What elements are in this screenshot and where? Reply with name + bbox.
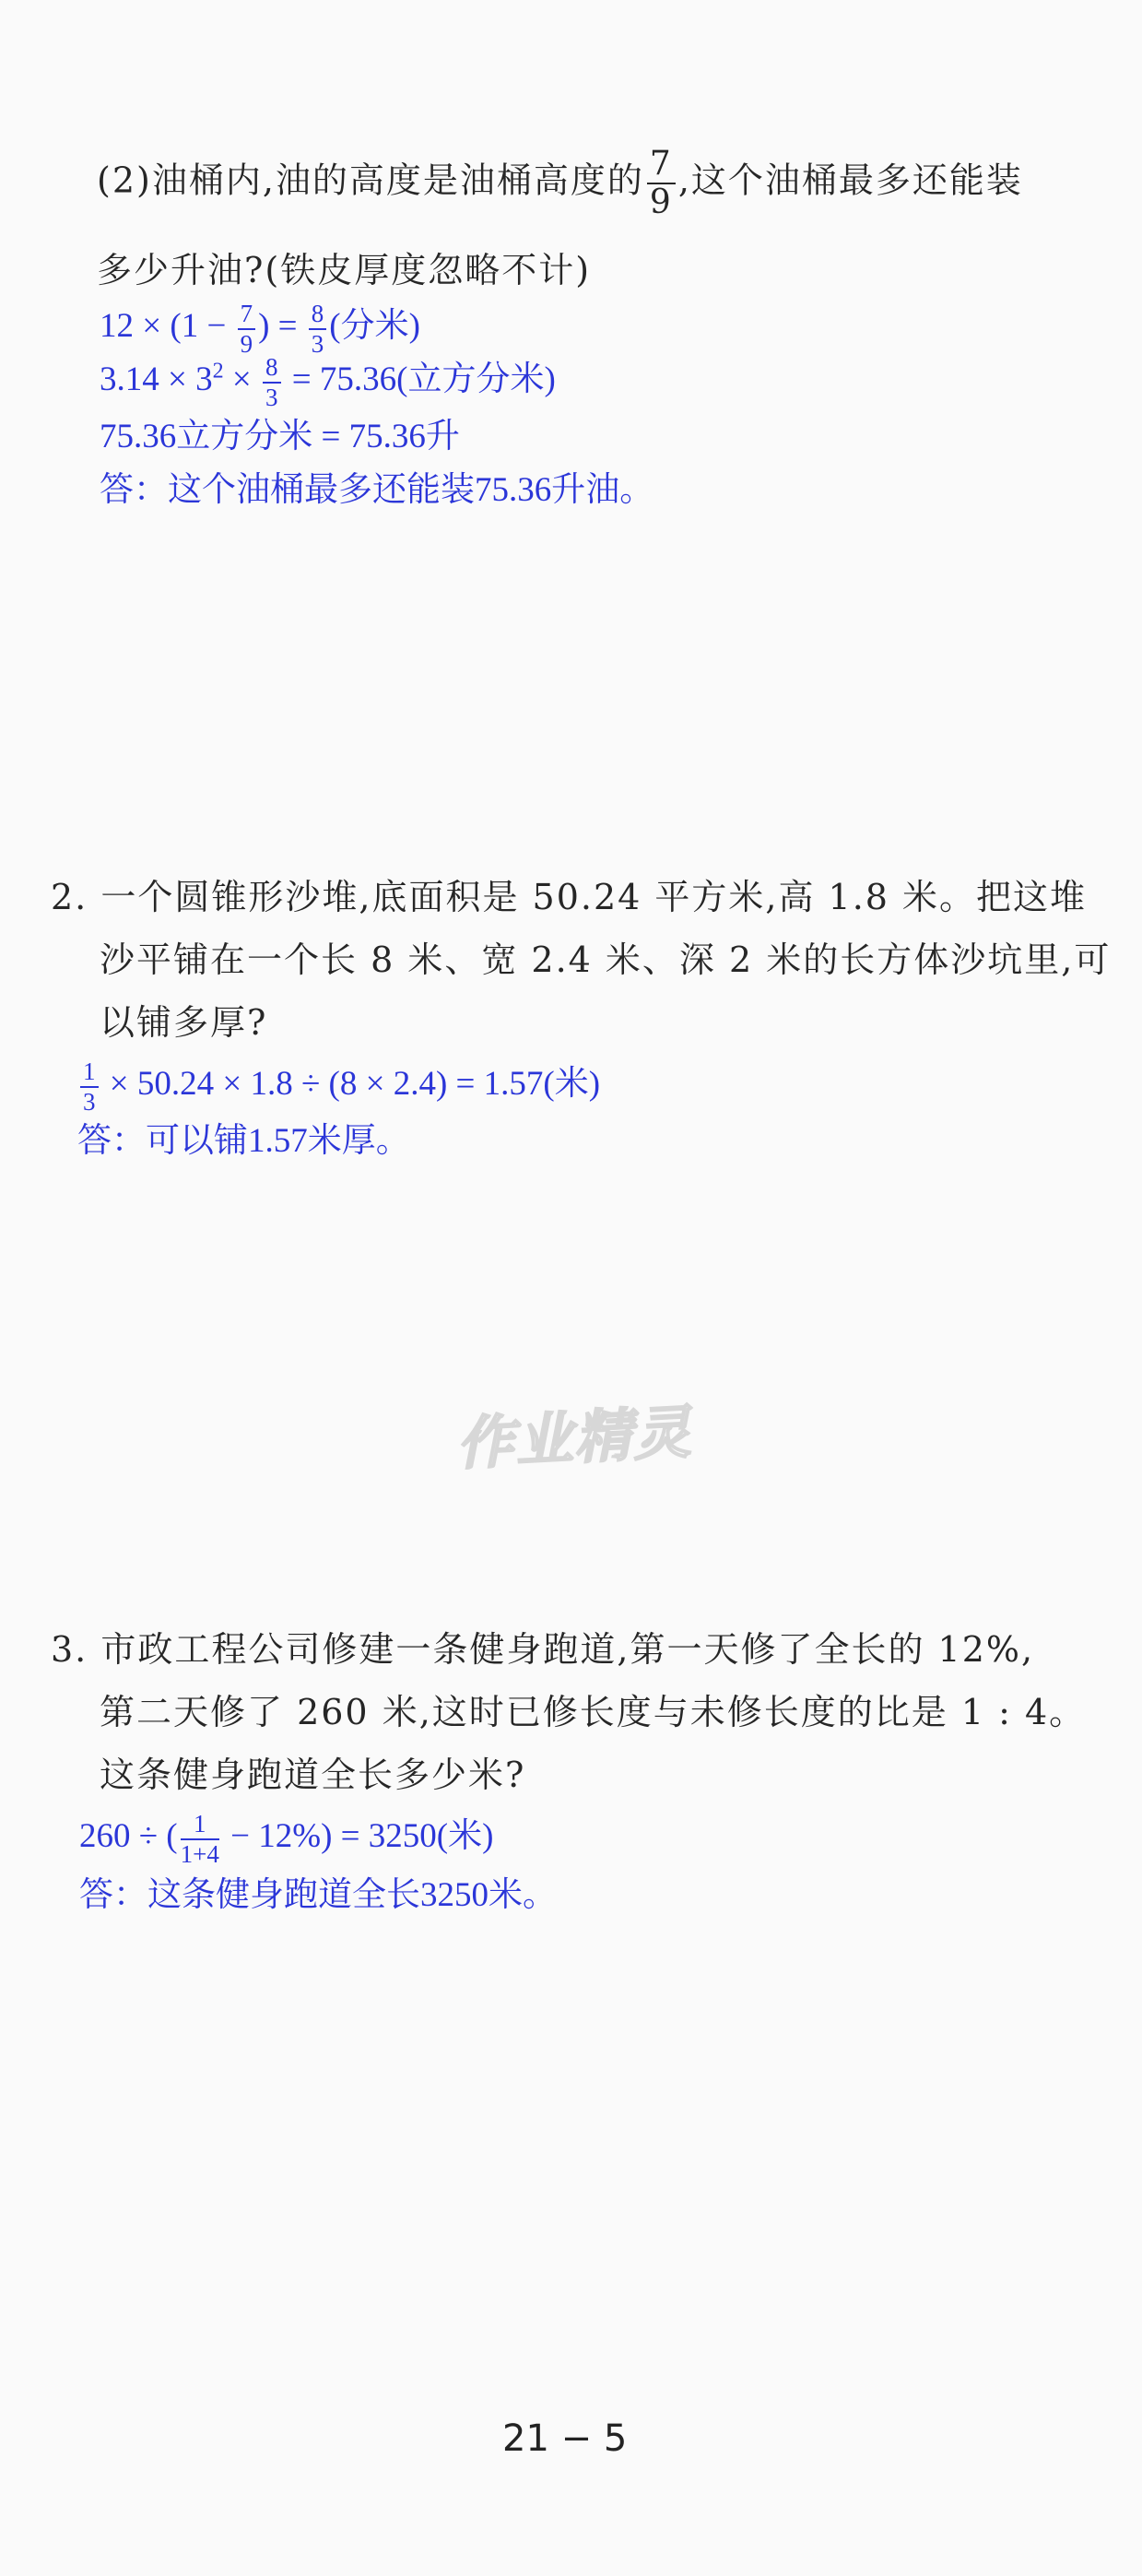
answer-text: 3.14 × 3 <box>100 360 213 398</box>
question-text: 市政工程公司修建一条健身跑道,第一天修了全长的 12%, <box>100 1629 1035 1670</box>
answer-text: 12 × (1 − <box>100 307 235 345</box>
answer-line <box>77 1055 600 1115</box>
problem-2-1-line-2: 多少升油?(铁皮厚度忽略不计) <box>97 250 592 290</box>
answer-statement: 答：这条健身跑道全长3250米。 <box>79 1876 557 1914</box>
fraction-denominator: 1+4 <box>180 1839 219 1868</box>
answer-line: 75.36立方分米 = 75.36升 <box>100 418 460 455</box>
fraction <box>238 301 256 357</box>
problem-3-line-2: 第二天修了 260 米,这时已修长度与未修长度的比是 1 : 4。 <box>100 1692 1087 1732</box>
fraction-denominator: 9 <box>649 183 673 221</box>
question-text: ,这个油桶最多还能装 <box>677 160 1023 201</box>
answer-text: − 12%) = 3250(米) <box>221 1817 494 1855</box>
fraction-numerator: 8 <box>309 301 327 330</box>
problem-3-line-1 <box>51 1621 1034 1672</box>
answer-line <box>79 1807 493 1867</box>
fraction-denominator: 3 <box>265 383 278 411</box>
problem-2-line-3: 以铺多厚? <box>100 1002 268 1043</box>
answer-line <box>100 350 556 410</box>
fraction <box>263 352 281 411</box>
fraction <box>80 1059 99 1115</box>
problem-number: 3. <box>51 1629 88 1670</box>
answer-text: (分米) <box>329 307 420 345</box>
page-number: 21 − 5 <box>502 2417 628 2460</box>
fraction <box>180 1809 219 1868</box>
problem-2-1-line-1 <box>97 145 1023 221</box>
exponent: 2 <box>212 359 224 384</box>
watermark: 作业精灵 <box>454 1398 695 1478</box>
fraction-numerator: 1 <box>80 1059 99 1088</box>
fraction-numerator: 1 <box>181 1812 219 1840</box>
problem-2-line-1 <box>51 869 1087 919</box>
fraction <box>647 145 676 221</box>
part-label: (2) <box>97 160 152 201</box>
problem-number: 2. <box>51 877 88 917</box>
answer-text: = 75.36(立方分米) <box>283 360 556 398</box>
answer-text: 260 ÷ ( <box>79 1817 178 1855</box>
problem-3-line-3: 这条健身跑道全长多少米? <box>100 1755 526 1795</box>
answer-text: × <box>223 360 260 398</box>
fraction <box>309 301 327 357</box>
fraction-numerator: 7 <box>238 301 256 330</box>
fraction-denominator: 3 <box>311 329 324 358</box>
question-text: 油桶内,油的高度是油桶高度的 <box>151 160 644 201</box>
fraction-numerator: 7 <box>647 148 676 184</box>
problem-2-line-2: 沙平铺在一个长 8 米、宽 2.4 米、深 2 米的长方体沙坑里,可 <box>100 939 1112 980</box>
fraction-denominator: 3 <box>83 1087 96 1116</box>
answer-statement: 答：这个油桶最多还能装75.36升油。 <box>100 471 654 509</box>
answer-text: × 50.24 × 1.8 ÷ (8 × 2.4) = 1.57(米) <box>100 1065 601 1103</box>
answer-statement: 答：可以铺1.57米厚。 <box>77 1122 410 1160</box>
answer-line <box>100 297 420 357</box>
fraction-numerator: 8 <box>263 355 281 384</box>
answer-text: ) = <box>258 307 306 345</box>
fraction-denominator: 9 <box>240 329 253 358</box>
question-text: 一个圆锥形沙堆,底面积是 50.24 平方米,高 1.8 米。把这堆 <box>100 877 1088 917</box>
